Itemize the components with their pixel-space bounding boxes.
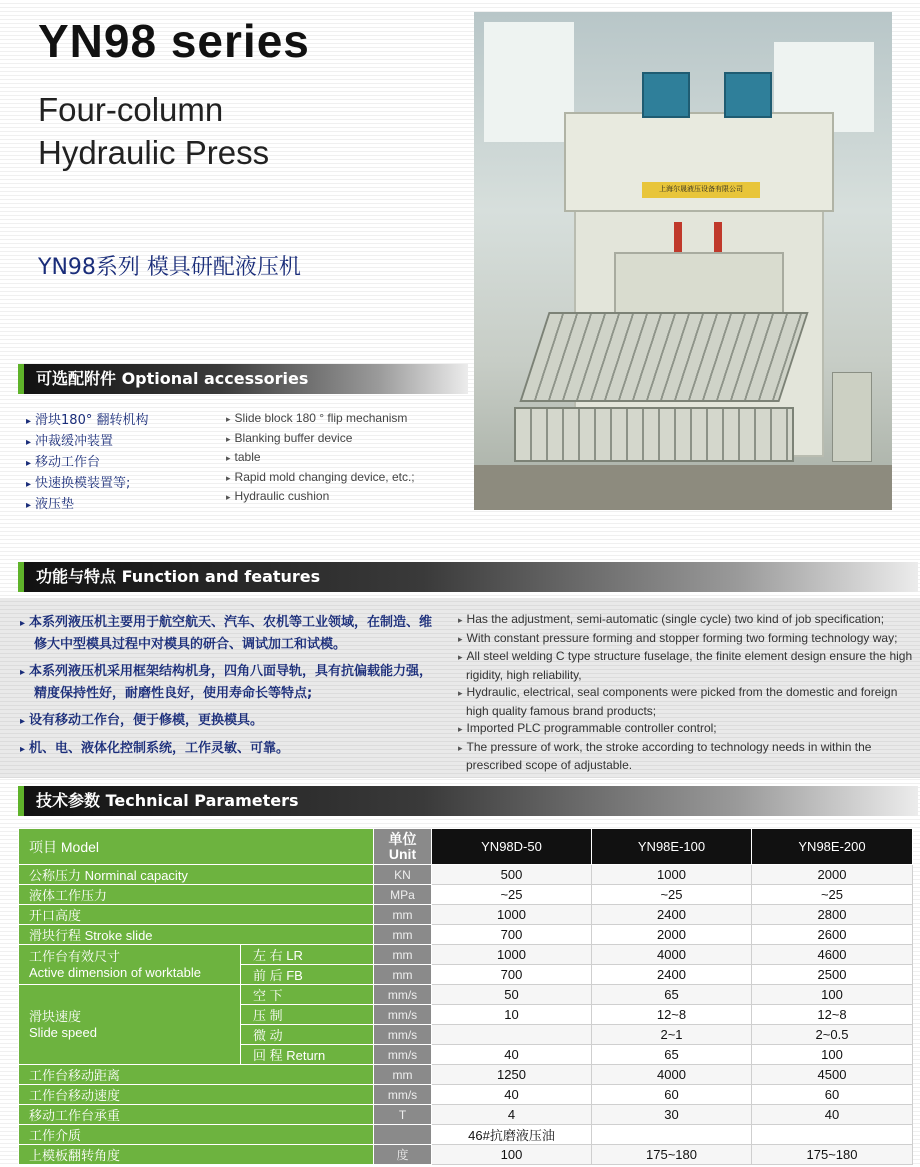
- bullet-icon: ▸: [458, 633, 463, 644]
- col-item-header: 项目 Model: [19, 829, 374, 865]
- accessories-heading: 可选配附件 Optional accessories: [18, 364, 468, 394]
- list-item: ▸ With constant pressure forming and stopper forming two forming technology way;: [458, 630, 898, 645]
- bullet-icon: ▸: [458, 742, 463, 753]
- tech-params-table: [18, 828, 913, 1165]
- list-item: ▸ 滑块180° 翻转机构: [26, 413, 149, 428]
- list-item: ▸ 冲裁缓冲装置: [26, 434, 114, 449]
- table-row: 压 制 mm/s 10 12~8 12~8: [19, 1005, 913, 1025]
- subtitle-line-2: Hydraulic Press: [38, 134, 270, 171]
- bullet-icon: ▸: [20, 667, 26, 678]
- list-item: ▸ Has the adjustment, semi-automatic (single cycle) two kind of job specification;: [458, 612, 885, 626]
- bullet-icon: ▸: [26, 416, 32, 427]
- bullet-icon: ▸: [26, 458, 32, 469]
- list-item: ▸ 移动工作台: [26, 455, 101, 470]
- photo-flipped-plate: [519, 312, 808, 402]
- list-item: ▸ The pressure of work, the stroke according to technology needs in within the prescribed scope of adjustable.: [458, 739, 872, 772]
- photo-moving-table: [514, 407, 794, 462]
- subtitle-line-1: Four-column: [38, 91, 224, 128]
- press-photo: [474, 12, 892, 510]
- table-row: 工作台移动速度 mm/s 40 60 60: [19, 1085, 913, 1105]
- bullet-icon: ▸: [226, 472, 231, 483]
- features-heading: 功能与特点 Function and features: [18, 562, 918, 592]
- bullet-icon: ▸: [458, 688, 463, 698]
- list-item: ▸ 本系列液压机主要用于航空航天、汽车、农机等工业领域，在制造、维修大中型模具过程中对模具的研合、调试加工和试模。: [20, 615, 433, 652]
- chinese-title: YN98系列 模具研配液压机: [38, 255, 301, 280]
- bullet-icon: ▸: [20, 716, 26, 727]
- table-row: 开口高度 mm 1000 2400 2800: [19, 905, 913, 925]
- tech-heading: 技术参数 Technical Parameters: [18, 786, 918, 816]
- bullet-icon: ▸: [20, 618, 26, 629]
- table-row: 滑块速度 Slide speed 空 下 mm/s 50 65 100: [19, 985, 913, 1005]
- list-item: ▸ 液压垫: [26, 497, 75, 512]
- list-item: ▸ table: [226, 450, 261, 464]
- top-section: [0, 0, 920, 540]
- features-en-list: [458, 611, 920, 775]
- table-row: 滑块行程 Stroke slide mm 700 2000 2600: [19, 925, 913, 945]
- col-model-header: YN98E-100: [592, 829, 752, 865]
- features-cn-list: [20, 612, 440, 766]
- list-item: ▸ 快速换模装置等;: [26, 476, 131, 491]
- table-row: 工作台移动距离 mm 1250 4000 4500: [19, 1065, 913, 1085]
- table-row: 液体工作压力 MPa ~25 ~25 ~25: [19, 885, 913, 905]
- bullet-icon: ▸: [226, 433, 231, 444]
- bullet-icon: ▸: [458, 724, 463, 734]
- list-item: ▸ Imported PLC programmable controller control;: [458, 721, 717, 735]
- table-row: 工作介质 46#抗磨液压油: [19, 1125, 913, 1145]
- list-item: ▸ Slide block 180 ° flip mechanism: [226, 411, 408, 425]
- worktable-label: 工作台有效尺寸 Active dimension of worktable: [19, 945, 241, 985]
- list-item: ▸ Rapid mold changing device, etc.;: [226, 469, 415, 484]
- table-row: 公称压力 Norminal capacity KN 500 1000 2000: [19, 865, 913, 885]
- list-item: ▸ Blanking buffer device: [226, 430, 353, 445]
- list-item: ▸ Hydraulic cushion: [226, 489, 330, 503]
- table-row: 上模板翻转角度 度 100 175~180 175~180: [19, 1145, 913, 1165]
- bullet-icon: ▸: [26, 437, 32, 448]
- photo-oil-tank: [642, 72, 690, 118]
- photo-control-panel: [832, 372, 872, 462]
- bullet-icon: ▸: [20, 744, 26, 755]
- slide-speed-label: 滑块速度 Slide speed: [19, 985, 241, 1065]
- table-header-row: [19, 829, 913, 865]
- table-row: 移动工作台承重 T 4 30 40: [19, 1105, 913, 1125]
- table-row: 工作台有效尺寸 Active dimension of worktable 左 右 LR mm 1000 4000 4600: [19, 945, 913, 965]
- list-item: ▸ 机、电、液体化控制系统，工作灵敏、可靠。: [20, 741, 290, 756]
- page-title: YN98 series: [38, 15, 310, 67]
- bullet-icon: ▸: [226, 453, 231, 463]
- bullet-icon: ▸: [26, 500, 32, 511]
- accessories-en-list: [226, 409, 415, 507]
- photo-window: [484, 22, 574, 142]
- page-subtitle: [38, 88, 269, 174]
- photo-floor: [474, 465, 892, 510]
- bullet-icon: ▸: [458, 615, 463, 625]
- photo-nameplate: 上海尔晟液压设备有限公司: [642, 182, 760, 198]
- bullet-icon: ▸: [226, 492, 231, 502]
- list-item: ▸ All steel welding C type structure fuselage, the finite element design ensure the high rigidity, high reliability,: [458, 649, 913, 682]
- col-model-header: YN98E-200: [752, 829, 913, 865]
- col-unit-header: 单位 Unit: [374, 829, 432, 865]
- table-row: 微 动 mm/s 2~1 2~0.5: [19, 1025, 913, 1045]
- table-row: 回 程 Return mm/s 40 65 100: [19, 1045, 913, 1065]
- bullet-icon: ▸: [458, 652, 463, 662]
- list-item: ▸ 设有移动工作台，便于修模，更换模具。: [20, 713, 264, 728]
- bullet-icon: ▸: [226, 414, 231, 424]
- bullet-icon: ▸: [26, 479, 32, 490]
- list-item: ▸ Hydraulic, electrical, seal components were picked from the domestic and foreign high quality famous brand products;: [458, 685, 898, 718]
- col-model-header: YN98D-50: [432, 829, 592, 865]
- list-item: ▸ 本系列液压机采用框架结构机身，四角八面导轨，具有抗偏载能力强，精度保持性好，耐磨性良好，使用寿命长等特点;: [20, 664, 433, 701]
- photo-oil-tank: [724, 72, 772, 118]
- accessories-cn-list: [26, 410, 148, 515]
- table-row: 前 后 FB mm 700 2400 2500: [19, 965, 913, 985]
